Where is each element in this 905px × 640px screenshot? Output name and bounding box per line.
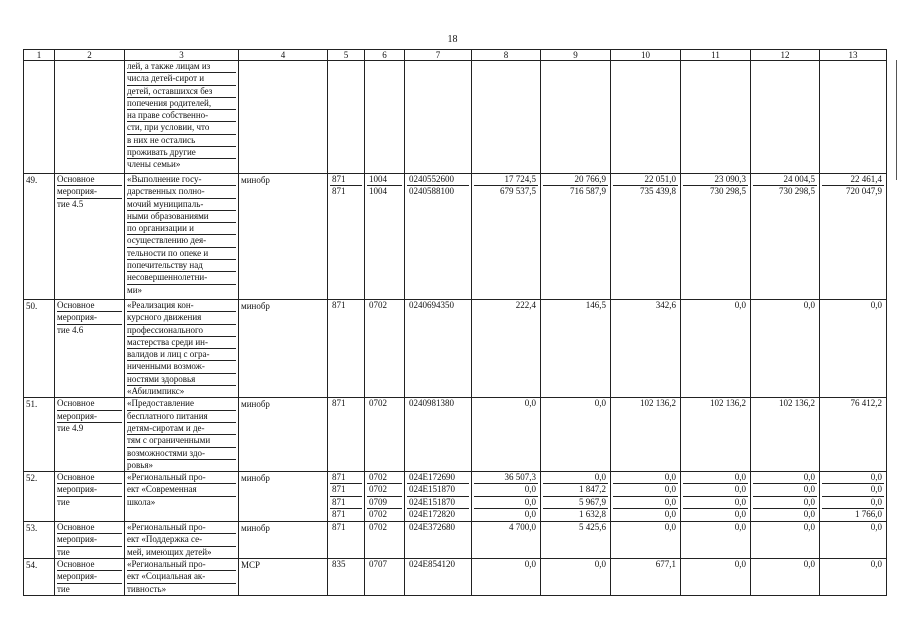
description-line: ект «Поддержка се- bbox=[127, 533, 236, 545]
activity-description-cell bbox=[125, 174, 239, 300]
description-line: тям с ограниченными bbox=[127, 434, 236, 446]
column-10-cell bbox=[611, 522, 681, 559]
table-row bbox=[24, 559, 887, 596]
activity-type-cell bbox=[55, 174, 125, 300]
activity-type-line: тие 4.9 bbox=[57, 422, 122, 434]
column-6-cell bbox=[365, 398, 405, 472]
description-line: в них не остались bbox=[127, 134, 236, 146]
value-8: 0,0 bbox=[474, 483, 538, 495]
description-line: проживать другие bbox=[127, 146, 236, 158]
column-5-cell bbox=[328, 522, 365, 559]
description-line: мастерства среди ин- bbox=[127, 336, 236, 348]
table-row bbox=[24, 300, 887, 398]
column-number-12: 12 bbox=[751, 50, 820, 61]
value-11: 102 136,2 bbox=[710, 398, 746, 409]
value-9: 0,0 bbox=[594, 559, 606, 570]
description-line: школа» bbox=[127, 496, 236, 508]
column-13-cell bbox=[820, 398, 887, 472]
value-6: 0709 bbox=[367, 496, 402, 508]
column-8-cell bbox=[472, 300, 541, 398]
value-5: 871 bbox=[332, 472, 346, 483]
continuation-cell bbox=[611, 61, 681, 174]
value-5: 871 bbox=[332, 300, 346, 310]
description-line: «Региональный про- bbox=[127, 522, 206, 533]
budget-table bbox=[23, 49, 887, 596]
value-5: 871 bbox=[330, 483, 362, 495]
value-12: 0,0 bbox=[753, 483, 817, 495]
column-9-cell bbox=[541, 472, 611, 522]
column-8-cell bbox=[472, 559, 541, 596]
activity-type-line: мероприя- bbox=[57, 483, 122, 495]
activity-description-cell bbox=[125, 472, 239, 522]
description-line: дарственных полно- bbox=[127, 185, 236, 197]
value-8: 0,0 bbox=[474, 508, 538, 520]
executor-cell: минобр bbox=[239, 398, 328, 472]
column-9-cell bbox=[541, 522, 611, 559]
column-9-cell bbox=[541, 174, 611, 300]
value-8: 0,0 bbox=[524, 398, 536, 409]
column-number-5: 5 bbox=[328, 50, 365, 61]
column-7-cell bbox=[405, 300, 472, 398]
value-13: 0,0 bbox=[870, 472, 882, 483]
value-11: 0,0 bbox=[734, 522, 746, 533]
column-6-cell bbox=[365, 559, 405, 596]
value-11: 0,0 bbox=[683, 483, 748, 495]
value-5: 871 bbox=[332, 398, 346, 409]
column-10-cell bbox=[611, 559, 681, 596]
value-6: 1004 bbox=[367, 185, 402, 197]
activity-type-line: мероприя- bbox=[57, 533, 122, 545]
column-number-6: 6 bbox=[365, 50, 405, 61]
column-number-3: 3 bbox=[125, 50, 239, 61]
column-8-cell bbox=[472, 174, 541, 300]
value-8: 679 537,5 bbox=[474, 185, 538, 197]
column-13-cell bbox=[820, 174, 887, 300]
description-line: «Реализация кон- bbox=[127, 300, 194, 310]
value-9: 0,0 bbox=[594, 472, 606, 483]
table-row bbox=[24, 398, 887, 472]
description-line: детям-сиротам и де- bbox=[127, 422, 236, 434]
table-row bbox=[24, 174, 887, 300]
value-8: 36 507,3 bbox=[504, 472, 536, 483]
description-line: валидов и лиц с огра- bbox=[127, 348, 236, 360]
column-number-11: 11 bbox=[681, 50, 751, 61]
value-12: 0,0 bbox=[803, 559, 815, 570]
activity-type-line: Основное bbox=[57, 398, 95, 409]
column-12-cell bbox=[751, 522, 820, 559]
description-line: ект «Социальная ак- bbox=[127, 570, 236, 582]
column-12-cell bbox=[751, 398, 820, 472]
activity-type-line: мероприя- bbox=[57, 185, 122, 197]
column-12-cell bbox=[751, 472, 820, 522]
executor-cell: МСР bbox=[239, 559, 328, 596]
column-number-4: 4 bbox=[239, 50, 328, 61]
row-number-cell: 53. bbox=[24, 522, 55, 559]
column-12-cell bbox=[751, 300, 820, 398]
column-11-cell bbox=[681, 472, 751, 522]
column-5-cell bbox=[328, 174, 365, 300]
value-12: 0,0 bbox=[803, 522, 815, 533]
value-11: 0,0 bbox=[683, 508, 748, 520]
column-number-8: 8 bbox=[472, 50, 541, 61]
column-9-cell bbox=[541, 559, 611, 596]
column-12-cell bbox=[751, 559, 820, 596]
description-line: бесплатного питания bbox=[127, 410, 236, 422]
continuation-cell bbox=[24, 61, 55, 174]
column-5-cell bbox=[328, 300, 365, 398]
value-12: 0,0 bbox=[753, 508, 817, 520]
description-line: мочий муниципаль- bbox=[127, 198, 236, 210]
column-10-cell bbox=[611, 300, 681, 398]
activity-type-cell bbox=[55, 300, 125, 398]
value-11: 0,0 bbox=[734, 300, 746, 310]
continuation-cell bbox=[751, 61, 820, 174]
column-10-cell bbox=[611, 174, 681, 300]
activity-type-line: Основное bbox=[57, 522, 95, 533]
description-line: мей, имеющих детей» bbox=[127, 546, 236, 558]
row-number-cell: 52. bbox=[24, 472, 55, 522]
value-9: 5 425,6 bbox=[579, 522, 606, 533]
value-6: 0702 bbox=[367, 483, 402, 495]
value-10: 0,0 bbox=[664, 472, 676, 483]
activity-type-line: Основное bbox=[57, 472, 95, 483]
value-6: 0702 bbox=[369, 472, 387, 483]
value-6: 0702 bbox=[369, 300, 387, 310]
value-7: 024E172690 bbox=[409, 472, 455, 483]
column-7-cell bbox=[405, 559, 472, 596]
column-number-2: 2 bbox=[55, 50, 125, 61]
value-12: 24 004,5 bbox=[783, 174, 815, 184]
activity-type-line: тие bbox=[57, 583, 122, 595]
column-9-cell bbox=[541, 300, 611, 398]
value-10: 102 136,2 bbox=[640, 398, 676, 409]
row-number-cell: 50. bbox=[24, 300, 55, 398]
description-line: сти, при условии, что bbox=[127, 121, 236, 133]
column-8-cell bbox=[472, 522, 541, 559]
value-8: 222,4 bbox=[515, 300, 536, 310]
activity-description-cell bbox=[125, 300, 239, 398]
value-9: 1 632,8 bbox=[543, 508, 608, 520]
activity-type-line: Основное bbox=[57, 174, 95, 184]
activity-type-line: мероприя- bbox=[57, 311, 122, 323]
executor-cell: минобр bbox=[239, 174, 328, 300]
value-8: 0,0 bbox=[524, 559, 536, 570]
description-line: «Региональный про- bbox=[127, 472, 206, 483]
value-11: 730 298,5 bbox=[683, 185, 748, 197]
column-11-cell bbox=[681, 398, 751, 472]
value-13: 1 766,0 bbox=[822, 508, 884, 520]
description-line: тивность» bbox=[127, 583, 236, 595]
value-13: 76 412,2 bbox=[850, 398, 882, 409]
column-number-13: 13 bbox=[820, 50, 887, 61]
value-13: 0,0 bbox=[822, 483, 884, 495]
value-12: 0,0 bbox=[803, 472, 815, 483]
description-line: ниченными возмож- bbox=[127, 360, 236, 372]
description-line: ностями здоровья bbox=[127, 373, 236, 385]
executor-cell: минобр bbox=[239, 472, 328, 522]
continuation-cell bbox=[541, 61, 611, 174]
value-7: 024E151870 bbox=[407, 483, 469, 495]
column-13-cell bbox=[820, 472, 887, 522]
description-line: тельности по опеке и bbox=[127, 247, 236, 259]
activity-description-cell bbox=[125, 522, 239, 559]
value-5: 871 bbox=[330, 185, 362, 197]
description-line: курсного движения bbox=[127, 311, 236, 323]
description-line: несовершеннолетни- bbox=[127, 271, 236, 283]
column-number-9: 9 bbox=[541, 50, 611, 61]
column-7-cell bbox=[405, 398, 472, 472]
activity-type-line: мероприя- bbox=[57, 410, 122, 422]
column-13-cell bbox=[820, 522, 887, 559]
scan-edge-line bbox=[896, 60, 897, 180]
value-12: 0,0 bbox=[803, 300, 815, 310]
value-7: 024E372680 bbox=[409, 522, 455, 533]
value-10: 0,0 bbox=[613, 508, 678, 520]
column-11-cell bbox=[681, 522, 751, 559]
row-number-cell: 51. bbox=[24, 398, 55, 472]
value-7: 0240694350 bbox=[409, 300, 454, 310]
value-10: 0,0 bbox=[613, 483, 678, 495]
value-13: 22 461,4 bbox=[850, 174, 882, 184]
continuation-cell bbox=[239, 61, 328, 174]
value-9: 146,5 bbox=[585, 300, 606, 310]
value-5: 871 bbox=[332, 174, 346, 184]
value-7: 024E151870 bbox=[407, 496, 469, 508]
description-line: лей, а также лицам из bbox=[127, 61, 211, 71]
description-line: ровья» bbox=[127, 459, 236, 471]
value-9: 5 967,9 bbox=[543, 496, 608, 508]
column-11-cell bbox=[681, 174, 751, 300]
description-line: профессионального bbox=[127, 324, 236, 336]
continuation-row bbox=[24, 61, 887, 174]
column-11-cell bbox=[681, 559, 751, 596]
value-10: 342,6 bbox=[655, 300, 676, 310]
column-number-10: 10 bbox=[611, 50, 681, 61]
value-10: 735 439,8 bbox=[613, 185, 678, 197]
description-line: «Предоставление bbox=[127, 398, 194, 409]
value-10: 677,1 bbox=[655, 559, 676, 570]
column-5-cell bbox=[328, 472, 365, 522]
activity-type-line: тие bbox=[57, 496, 122, 508]
value-7: 0240588100 bbox=[407, 185, 469, 197]
description-line: детей, оставшихся без bbox=[127, 85, 236, 97]
value-10: 22 051,0 bbox=[644, 174, 676, 184]
value-11: 0,0 bbox=[734, 472, 746, 483]
value-9: 0,0 bbox=[594, 398, 606, 409]
activity-type-line: тие 4.5 bbox=[57, 198, 122, 210]
value-7: 0240552600 bbox=[409, 174, 454, 184]
activity-type-cell bbox=[55, 522, 125, 559]
column-8-cell bbox=[472, 398, 541, 472]
description-line: «Абилимпикс» bbox=[127, 385, 236, 397]
column-11-cell bbox=[681, 300, 751, 398]
continuation-cell bbox=[681, 61, 751, 174]
value-7: 0240981380 bbox=[409, 398, 454, 409]
value-13: 0,0 bbox=[870, 559, 882, 570]
row-number-cell: 49. bbox=[24, 174, 55, 300]
value-11: 0,0 bbox=[683, 496, 748, 508]
value-9: 20 766,9 bbox=[574, 174, 606, 184]
activity-type-line: мероприя- bbox=[57, 570, 122, 582]
column-6-cell bbox=[365, 522, 405, 559]
executor-cell: минобр bbox=[239, 522, 328, 559]
activity-type-cell bbox=[55, 398, 125, 472]
description-line: ми» bbox=[127, 284, 236, 296]
value-5: 835 bbox=[332, 559, 346, 570]
activity-description-cell bbox=[125, 559, 239, 596]
activity-type-line: Основное bbox=[57, 559, 95, 570]
column-6-cell bbox=[365, 472, 405, 522]
value-13: 0,0 bbox=[822, 496, 884, 508]
continuation-cell bbox=[405, 61, 472, 174]
value-6: 0702 bbox=[369, 522, 387, 533]
column-number-row bbox=[24, 50, 887, 61]
table-row bbox=[24, 522, 887, 559]
description-line: возможностями здо- bbox=[127, 447, 236, 459]
description-line: осуществлению дея- bbox=[127, 234, 236, 246]
activity-type-cell bbox=[55, 559, 125, 596]
column-7-cell bbox=[405, 174, 472, 300]
value-12: 730 298,5 bbox=[753, 185, 817, 197]
value-7: 024E854120 bbox=[409, 559, 455, 570]
column-13-cell bbox=[820, 300, 887, 398]
value-12: 0,0 bbox=[753, 496, 817, 508]
value-12: 102 136,2 bbox=[779, 398, 815, 409]
value-11: 23 090,3 bbox=[714, 174, 746, 184]
value-7: 024E172820 bbox=[407, 508, 469, 520]
continuation-cell bbox=[365, 61, 405, 174]
value-6: 0702 bbox=[367, 508, 402, 520]
column-number-7: 7 bbox=[405, 50, 472, 61]
column-8-cell bbox=[472, 472, 541, 522]
description-line: ными образованиями bbox=[127, 210, 236, 222]
value-13: 720 047,9 bbox=[822, 185, 884, 197]
column-6-cell bbox=[365, 174, 405, 300]
continuation-cell bbox=[55, 61, 125, 174]
value-5: 871 bbox=[332, 522, 346, 533]
value-13: 0,0 bbox=[870, 300, 882, 310]
value-5: 871 bbox=[330, 508, 362, 520]
column-6-cell bbox=[365, 300, 405, 398]
column-5-cell bbox=[328, 559, 365, 596]
table-row bbox=[24, 472, 887, 522]
description-line: попечения родителей, bbox=[127, 97, 236, 109]
value-6: 1004 bbox=[369, 174, 387, 184]
value-10: 0,0 bbox=[664, 522, 676, 533]
description-line: члены семьи» bbox=[127, 158, 236, 170]
activity-description-cell bbox=[125, 398, 239, 472]
column-10-cell bbox=[611, 398, 681, 472]
column-13-cell bbox=[820, 559, 887, 596]
description-line: на праве собственно- bbox=[127, 109, 236, 121]
description-line: числа детей-сирот и bbox=[127, 72, 236, 84]
continuation-cell bbox=[820, 61, 887, 174]
activity-type-cell bbox=[55, 472, 125, 522]
page-number: 18 bbox=[447, 34, 458, 45]
value-6: 0702 bbox=[369, 398, 387, 409]
activity-type-line: тие 4.6 bbox=[57, 324, 122, 336]
activity-type-line: Основное bbox=[57, 300, 95, 310]
value-8: 0,0 bbox=[474, 496, 538, 508]
value-9: 716 587,9 bbox=[543, 185, 608, 197]
value-9: 1 847,2 bbox=[543, 483, 608, 495]
column-5-cell bbox=[328, 398, 365, 472]
continuation-cell bbox=[328, 61, 365, 174]
row-number-cell: 54. bbox=[24, 559, 55, 596]
description-line: «Выполнение госу- bbox=[127, 174, 202, 184]
continuation-desc-cell bbox=[125, 61, 239, 174]
executor-cell: минобр bbox=[239, 300, 328, 398]
value-10: 0,0 bbox=[613, 496, 678, 508]
table-body bbox=[24, 50, 887, 596]
activity-type-line: тие bbox=[57, 546, 122, 558]
description-line: по организации и bbox=[127, 222, 236, 234]
value-6: 0707 bbox=[369, 559, 387, 570]
description-line: попечительству над bbox=[127, 259, 236, 271]
column-7-cell bbox=[405, 472, 472, 522]
column-10-cell bbox=[611, 472, 681, 522]
description-line: ект «Современная bbox=[127, 483, 236, 495]
value-5: 871 bbox=[330, 496, 362, 508]
value-11: 0,0 bbox=[734, 559, 746, 570]
column-9-cell bbox=[541, 398, 611, 472]
value-8: 4 700,0 bbox=[509, 522, 536, 533]
column-12-cell bbox=[751, 174, 820, 300]
value-8: 17 724,5 bbox=[504, 174, 536, 184]
continuation-cell bbox=[472, 61, 541, 174]
value-13: 0,0 bbox=[870, 522, 882, 533]
column-number-1: 1 bbox=[24, 50, 55, 61]
column-7-cell bbox=[405, 522, 472, 559]
description-line: «Региональный про- bbox=[127, 559, 206, 570]
